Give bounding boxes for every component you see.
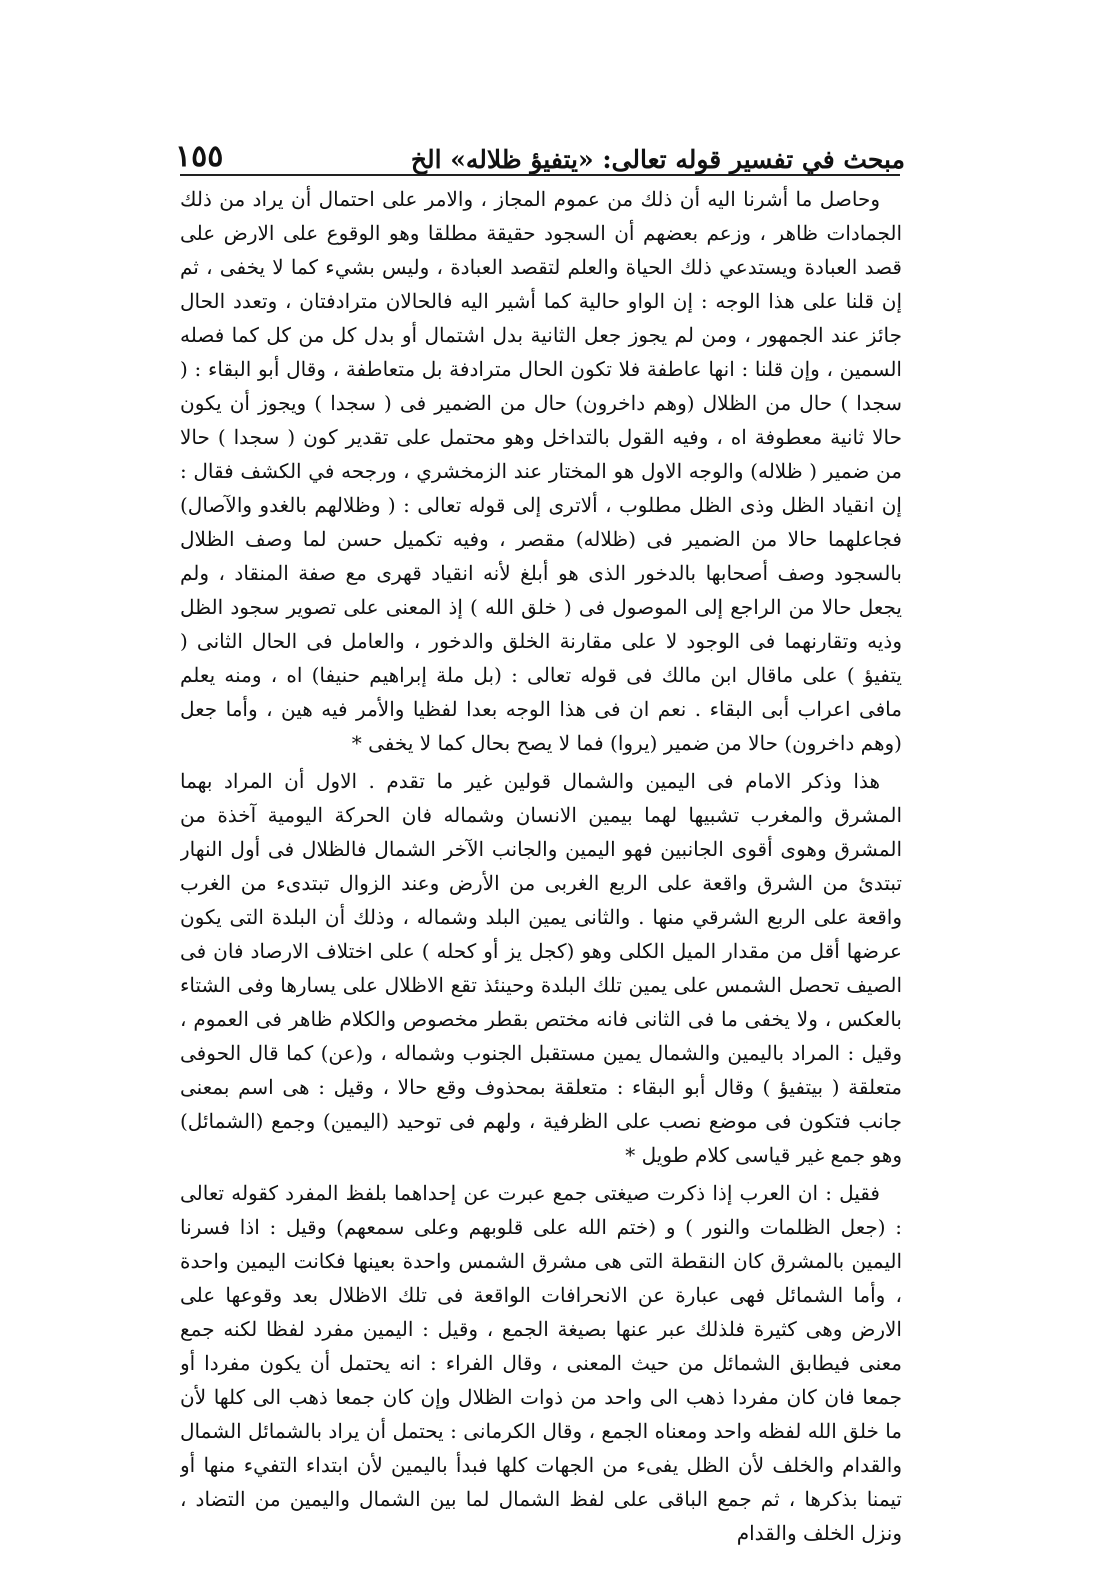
running-title: مبحث في تفسير قوله تعالى: «يتفيؤ ظلاله» الخ [410, 145, 905, 174]
paragraph-1: وحاصل ما أشرنا اليه أن ذلك من عموم المجاز ، والامر على احتمال أن يراد من ذلك الجمادات ظاهر ، وزعم بعضهم أن السجود حقيقة مطلقا وهو الوقوع على الارض على قصد العبادة ويستدعي ذلك الحياة والعلم لتقصد العبادة ، وليس بشيء كما لا يخفى ، ثم إن قلنا على هذا الوجه : إن الواو حالية كما أشير اليه فالحالان مترادفتان ، وتعدد الحال جائز عند الجمهور ، ومن لم يجوز جعل الثانية بدل اشتمال أو بدل كل من كل كما فصله السمين ، وإن قلنا : انها عاطفة فلا تكون الحال مترادفة بل متعاطفة ، وقال أبو البقاء : ( سجدا ) حال من الظلال (وهم داخرون) حال من الضمير فى ( سجدا ) ويجوز أن يكون حالا ثانية معطوفة اه ، وفيه القول بالتداخل وهو محتمل على تقدير كون ( سجدا ) حالا من ضمير ( ظلاله) والوجه الاول هو المختار عند الزمخشري ، ورجحه في الكشف فقال : إن انقياد الظل وذى الظل مطلوب ، ألاترى إلى قوله تعالى : ( وظلالهم بالغدو والآصال) فجاعلهما حالا من الضمير فى (ظلاله) مقصر ، وفيه تكميل حسن لما وصف الظلال بالسجود وصف أصحابها بالدخور الذى هو أبلغ لأنه انقياد قهرى مع صفة المنقاد ، ولم يجعل حالا من الراجع إلى الموصول فى ( خلق الله ) إذ المعنى على تصوير سجود الظل وذيه وتقارنهما فى الوجود لا على مقارنة الخلق والدخور ، والعامل فى الحال الثانى ( يتفيؤ ) على ماقال ابن مالك فى قوله تعالى : (بل ملة إبراهيم حنيفا) اه ، ومنه يعلم مافى اعراب أبى البقاء . نعم ان فى هذا الوجه بعدا لفظيا والأمر فيه هين ، وأما جعل (وهم داخرون) حالا من ضمير (يروا) فما لا يصح بحال كما لا يخفى * [180, 187, 902, 755]
header-rule [180, 174, 900, 176]
paragraph-3: فقيل : ان العرب إذا ذكرت صيغتى جمع عبرت عن إحداهما بلفظ المفرد كقوله تعالى : (جعل الظلمات والنور ) و (ختم الله على قلوبهم وعلى سمعهم) وقيل : اذا فسرنا اليمين بالمشرق كان النقطة التى هى مشرق الشمس واحدة بعينها فكانت اليمين واحدة ، وأما الشمائل فهى عبارة عن الانحرافات الواقعة فى تلك الاظلال بعد وقوعها على الارض وهى كثيرة فلذلك عبر عنها بصيغة الجمع ، وقيل : اليمين مفرد لفظا لكنه جمع معنى فيطابق الشمائل من حيث المعنى ، وقال الفراء : انه يحتمل أن يكون مفردا أو جمعا فان كان مفردا ذهب الى واحد من ذوات الظلال وإن كان جمعا ذهب الى كلها لأن ما خلق الله لفظه واحد ومعناه الجمع ، وقال الكرمانى : يحتمل أن يراد بالشمائل الشمال والقدام والخلف لأن الظل يفىء من الجهات كلها فبدأ باليمين لأن ابتداء التفيء منها أو تيمنا بذكرها ، ثم جمع الباقى على لفظ الشمال لما بين الشمال واليمين من التضاد ، ونزل الخلف والقدام [180, 1181, 902, 1545]
paragraph-2: هذا وذكر الامام فى اليمين والشمال قولين غير ما تقدم . الاول أن المراد بهما المشرق والمغرب تشبيها لهما بيمين الانسان وشماله فان الحركة اليومية آخذة من المشرق وهوى أقوى الجانبين فهو اليمين والجانب الآخر الشمال فالظلال فى أول النهار تبتدئ من الشرق واقعة على الربع الغربى من الأرض وعند الزوال تبتدىء من الغرب واقعة على الربع الشرقي منها . والثانى يمين البلد وشماله ، وذلك أن البلدة التى يكون عرضها أقل من مقدار الميل الكلى وهو (كجل يز أو كحله ) على اختلاف الارصاد فان فى الصيف تحصل الشمس على يمين تلك البلدة وحينئذ تقع الاظلال على يسارها وفى الشتاء بالعكس ، ولا يخفى ما فى الثانى فانه مختص بقطر مخصوص والكلام ظاهر فى العموم ، وقيل : المراد باليمين والشمال يمين مستقبل الجنوب وشماله ، و(عن) كما قال الحوفى متعلقة ( بيتفيؤ ) وقال أبو البقاء : متعلقة بمحذوف وقع حالا ، وقيل : هى اسم بمعنى جانب فتكون فى موضع نصب على الظرفية ، ولهم فى توحيد (اليمين) وجمع (الشمائل) وهو جمع غير قياسى كلام طويل * [180, 769, 902, 1167]
page-header [175, 128, 905, 174]
body-text [180, 182, 902, 1562]
page-number: ١٥٥ [175, 139, 224, 174]
